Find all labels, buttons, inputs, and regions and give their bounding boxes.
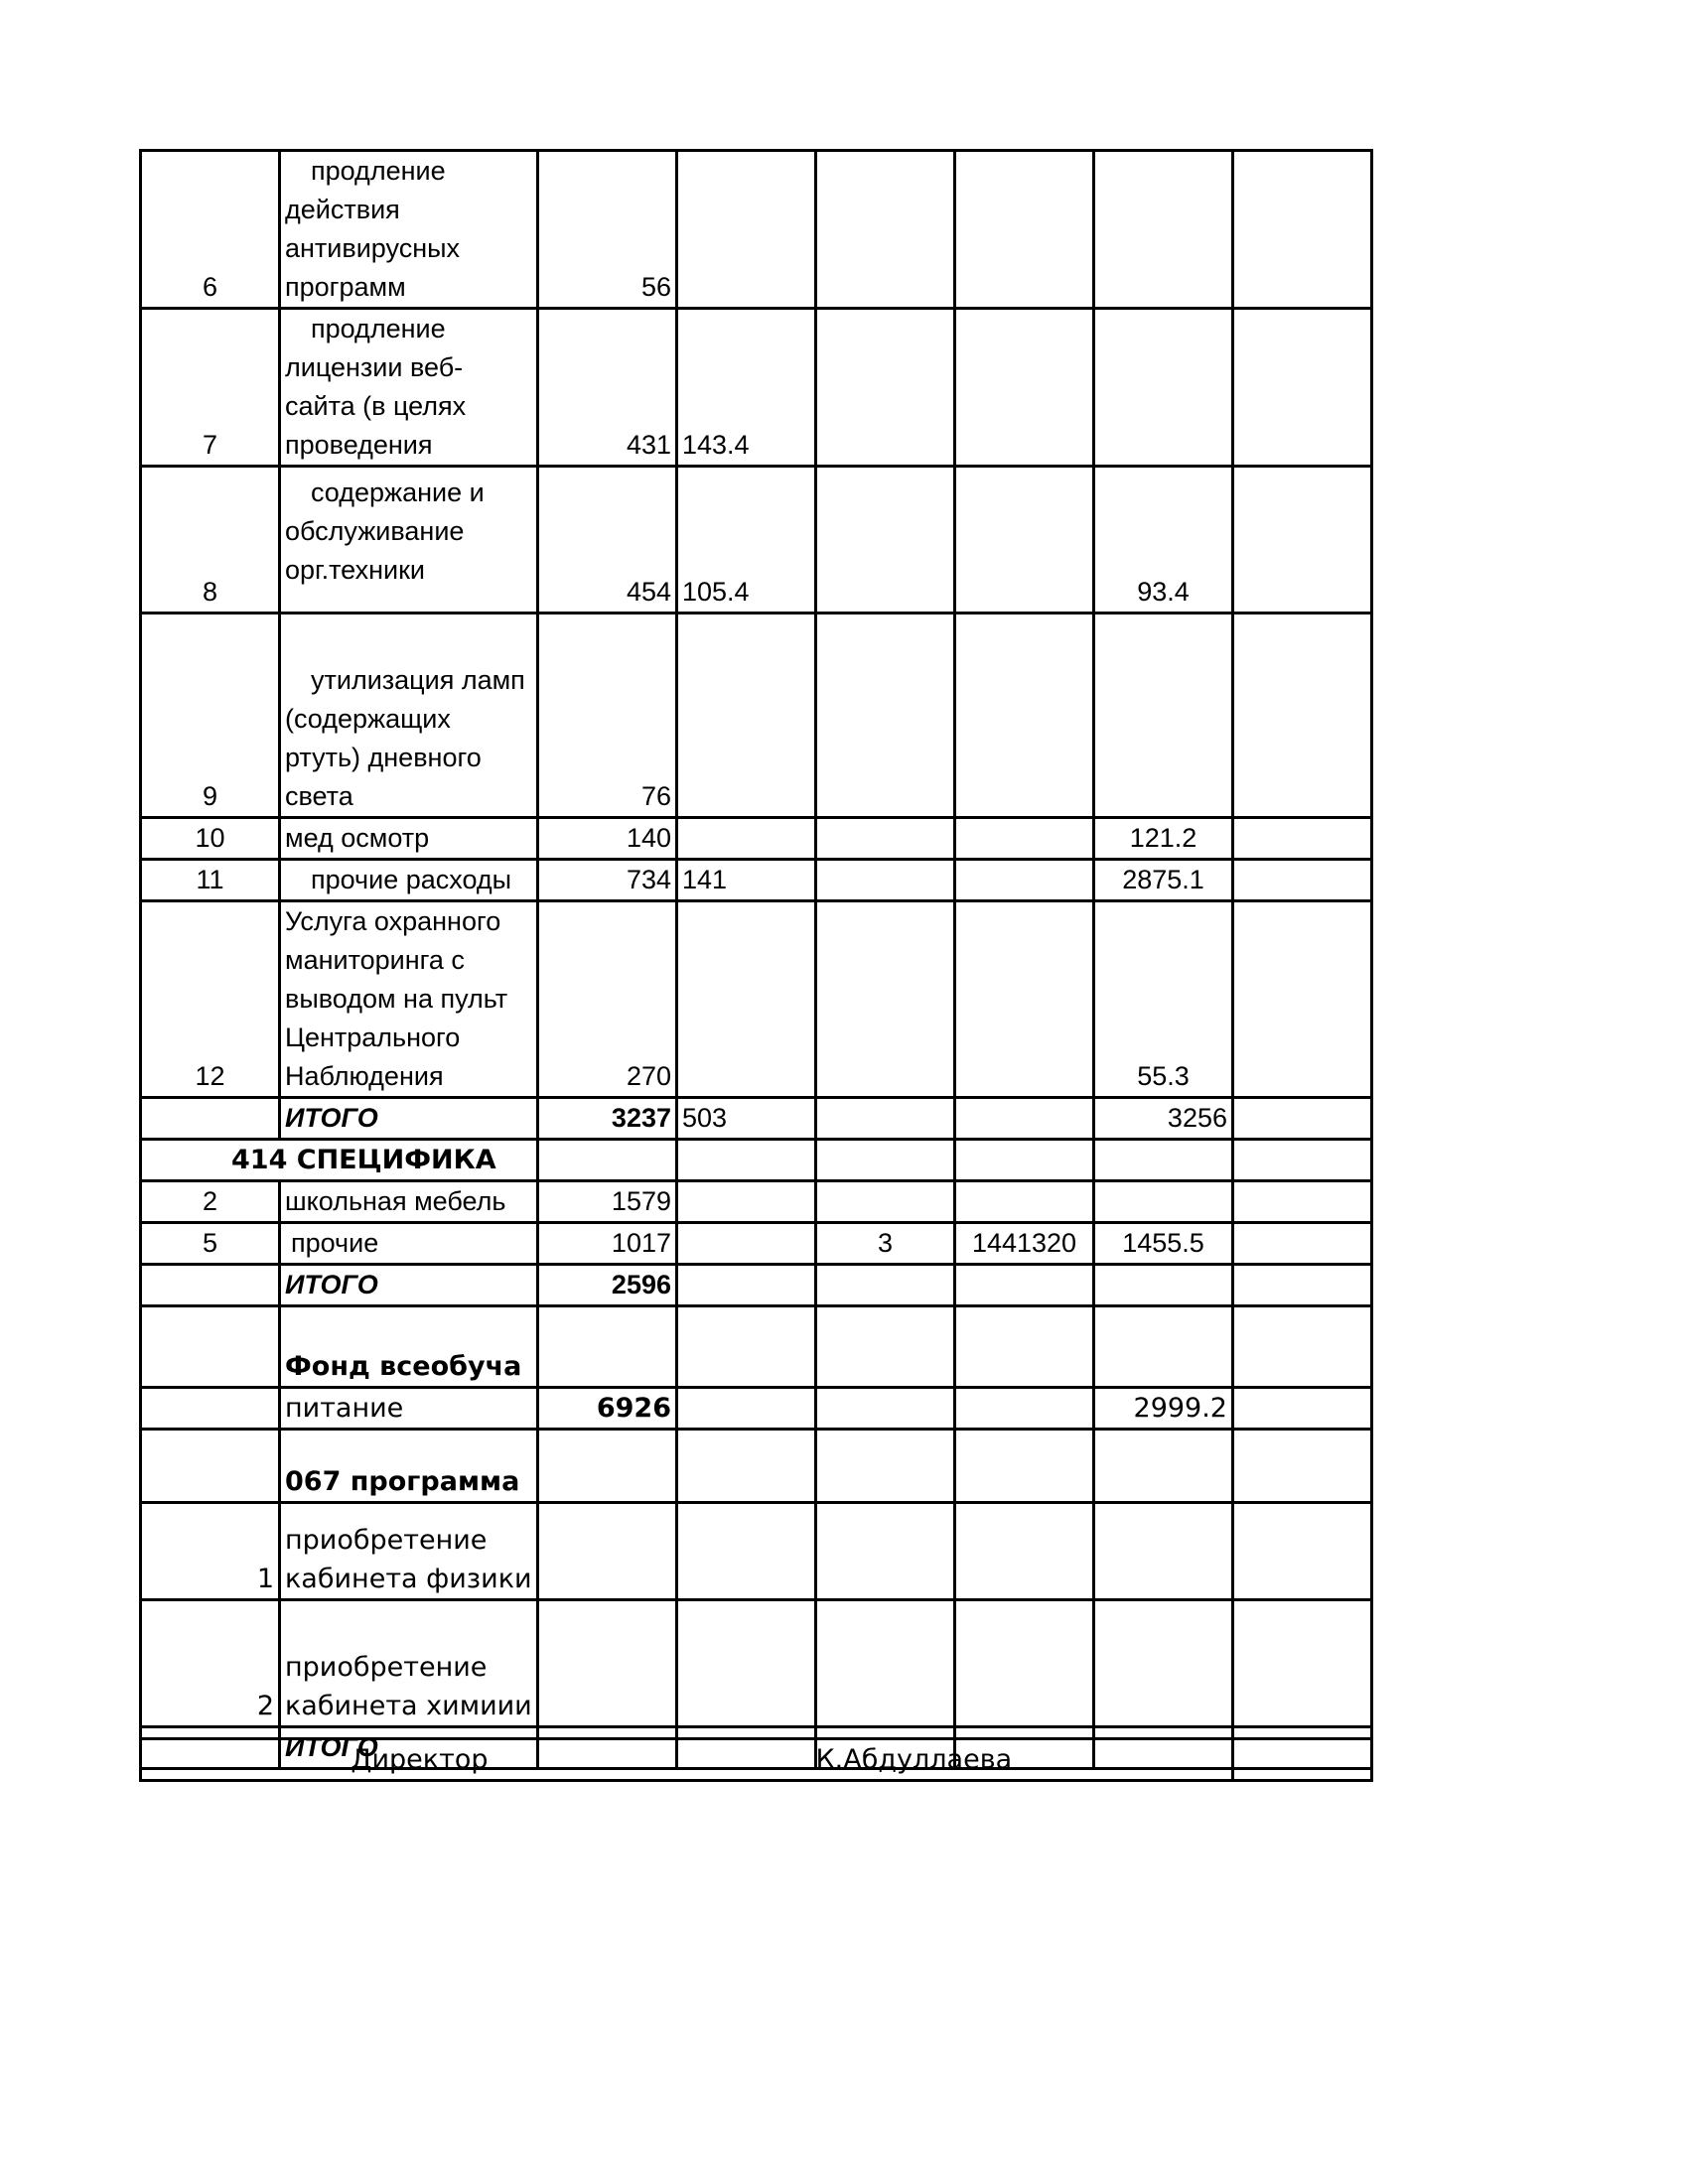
row-number: 12 [141,901,280,1098]
row-value: 6926 [538,1388,677,1430]
row-number: 7 [141,309,280,467]
row-value-5: 121.2 [1094,818,1233,860]
row-value: 76 [538,614,677,818]
row-value-3: 3 [816,1223,955,1265]
row-value-5: 2999.2 [1094,1388,1233,1430]
row-number: 8 [141,467,280,614]
section-title: 067 программа [280,1430,538,1503]
row-value: 56 [538,151,677,309]
row-value-2 [677,614,816,818]
row-name: приобретение кабинета физики [280,1503,538,1600]
row-value: 140 [538,818,677,860]
row-value-5: 2875.1 [1094,860,1233,901]
section-header-row [141,1306,1372,1388]
row-number: 6 [141,151,280,309]
table-row [141,1503,1372,1600]
row-name: прочие [280,1223,538,1265]
row-value: 1579 [538,1181,677,1223]
row-name: продление лицензии веб-сайта (в целях проведения [280,309,538,467]
table-row [141,860,1372,901]
row-value: 431 [538,309,677,467]
row-name: приобретение кабинета химиии [280,1600,538,1727]
section-header-row [141,1430,1372,1503]
signature-table [139,1737,1373,1782]
budget-table [139,149,1373,1770]
table-row [141,1600,1372,1727]
total-row [141,1098,1372,1140]
row-name: содержание и обслуживание орг.техники [280,467,538,614]
total-label: ИТОГО [280,1265,538,1306]
row-value: 734 [538,860,677,901]
row-name: школьная мебель [280,1181,538,1223]
row-number: 11 [141,860,280,901]
signature-role: Директор [141,1739,538,1781]
table-row [141,1223,1372,1265]
total-value-2: 503 [677,1098,816,1140]
row-number: 5 [141,1223,280,1265]
total-value: 2596 [538,1265,677,1306]
row-value-2 [677,818,816,860]
row-value-2 [677,151,816,309]
row-name: прочие расходы [280,860,538,901]
signature-block [139,1737,1373,1782]
row-value-5 [1094,309,1233,467]
row-name: мед осмотр [280,818,538,860]
total-value: 3237 [538,1098,677,1140]
table-row [141,1388,1372,1430]
total-row [141,1265,1372,1306]
row-value-5: 93.4 [1094,467,1233,614]
table-row [141,309,1372,467]
row-value-5 [1094,1181,1233,1223]
row-number: 1 [141,1503,280,1600]
total-value-5: 3256 [1094,1098,1233,1140]
section-title: 414 СПЕЦИФИКА [141,1140,538,1181]
table-row [141,818,1372,860]
row-value-5 [1094,614,1233,818]
table-row [141,467,1372,614]
row-name: продление действия антивирусных программ [280,151,538,309]
row-value-2: 105.4 [677,467,816,614]
section-header-row [141,1140,1372,1181]
table-row [141,151,1372,309]
row-number: 9 [141,614,280,818]
budget-table-container [139,149,1373,1770]
row-name: утилизация ламп (содержащих ртуть) дневного света [280,614,538,818]
row-value-5: 1455.5 [1094,1223,1233,1265]
total-label: ИТОГО [280,1727,538,1769]
row-name: Услуга охранного маниторинга с выводом на пульт Центрального Наблюдения [280,901,538,1098]
row-value-2 [677,901,816,1098]
row-value-5 [1094,151,1233,309]
table-row [141,1181,1372,1223]
section-title: Фонд всеобуча [280,1306,538,1388]
row-value: 270 [538,901,677,1098]
row-value: 1017 [538,1223,677,1265]
row-number: 10 [141,818,280,860]
signature-name: К.Абдуллаева [816,1739,1233,1781]
row-value-4: 1441320 [955,1223,1094,1265]
row-value: 454 [538,467,677,614]
table-row [141,614,1372,818]
row-value-5: 55.3 [1094,901,1233,1098]
row-value-3 [816,1181,955,1223]
table-row [141,901,1372,1098]
row-number: 2 [141,1600,280,1727]
row-number: 2 [141,1181,280,1223]
row-value-2: 143.4 [677,309,816,467]
total-label: ИТОГО [280,1098,538,1140]
row-value-4 [955,1181,1094,1223]
row-value-2: 141 [677,860,816,901]
row-name: питание [280,1388,538,1430]
